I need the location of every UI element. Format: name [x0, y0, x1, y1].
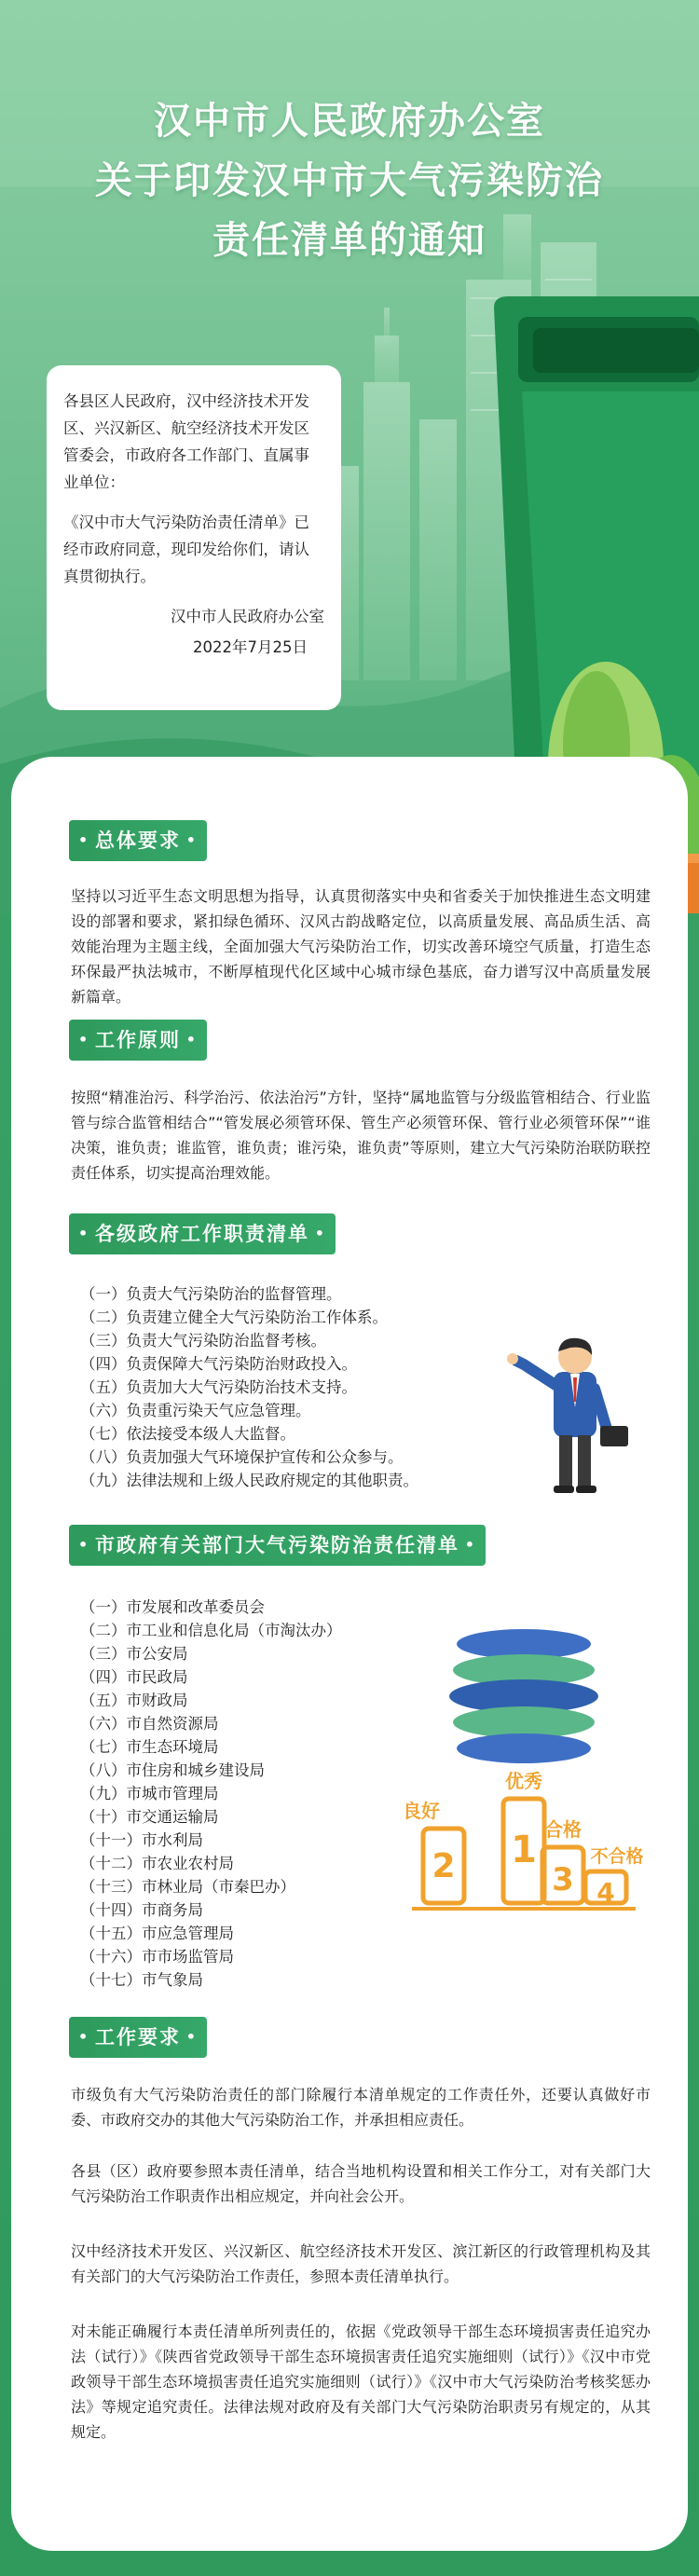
requirements-paragraph-1: 市级负有大气污染防治责任的部门除履行本清单规定的工作责任外，还要认真做好市委、市政府交办的其他大气污染防治工作，并承担相应责任。 — [71, 2086, 651, 2129]
section-heading-gov-duties: • 各级政府工作职责清单 • — [69, 1213, 336, 1254]
list-item: （八）负责加强大气环境保护宣传和公众参与。 — [80, 1448, 404, 1466]
list-item: （一）市发展和改革委员会 — [80, 1598, 265, 1616]
list-item: （十七）市气象局 — [80, 1971, 203, 1989]
list-item: （三）负责大气污染防治监督考核。 — [80, 1332, 326, 1350]
notice-issuer: 汉中市人民政府办公室 — [171, 608, 324, 625]
notice-card — [47, 365, 341, 710]
title-line-2: 关于印发汉中市大气污染防治 — [95, 159, 604, 202]
disc-stack-icon — [449, 1629, 598, 1763]
section-heading-principle: • 工作原则 • — [69, 1020, 207, 1061]
list-item: （三）市公安局 — [80, 1645, 188, 1663]
list-item: （四）市民政局 — [80, 1668, 188, 1686]
list-item: （六）市自然资源局 — [80, 1715, 219, 1733]
requirements-paragraph-3: 汉中经济技术开发区、兴汉新区、航空经济技术开发区、滨江新区的行政管理机构及其有关部门的大气污染防治工作责任，参照本责任清单执行。 — [71, 2242, 651, 2285]
list-item: （九）法律法规和上级人民政府规定的其他职责。 — [80, 1472, 418, 1489]
podium-number-3: 3 — [552, 1861, 574, 1898]
podium-illustration — [403, 1624, 645, 1931]
list-item: （二）市工业和信息化局（市淘汰办） — [80, 1622, 342, 1639]
list-item: （十一）市水利局 — [80, 1831, 203, 1849]
podium-label-2: 良好 — [403, 1800, 440, 1822]
podium-number-4: 4 — [596, 1877, 615, 1908]
list-item: （七）依法接受本级人大监督。 — [80, 1425, 295, 1443]
list-item: （十四）市商务局 — [80, 1901, 203, 1919]
list-item: （一）负责大气污染防治的监督管理。 — [80, 1285, 342, 1303]
podium-label-3: 合格 — [544, 1818, 582, 1841]
list-item: （五）市财政局 — [80, 1692, 188, 1709]
section-heading-departments: • 市政府有关部门大气污染防治责任清单 • — [69, 1525, 486, 1566]
list-item: （十六）市市场监管局 — [80, 1948, 234, 1966]
section-heading-requirements: • 工作要求 • — [69, 2017, 207, 2058]
list-item: （九）市城市管理局 — [80, 1785, 219, 1802]
list-item: （八）市住房和城乡建设局 — [80, 1761, 265, 1779]
list-item: （十二）市农业农村局 — [80, 1855, 234, 1872]
page-title — [0, 91, 699, 270]
content-sheet — [11, 757, 688, 2551]
list-item: （五）负责加大大气污染防治技术支持。 — [80, 1378, 357, 1396]
title-line-3: 责任清单的通知 — [212, 219, 487, 262]
requirements-paragraph-4: 对未能正确履行本责任清单所列责任的，依据《党政领导干部生态环境损害责任追究办法（试行）》《陕西省党政领导干部生态环境损害责任追究实施细则（试行）》《汉中市党政领导干部生态环境损害责任追究实施细则（试行）》《汉中市大气污染防治考核奖惩办法》等规定追究责任。法律法规对政府及有关部门大气污染防治职责另有规定的，从其规定。 — [71, 2323, 651, 2441]
notice-body: 《汉中市大气污染防治责任清单》已经市政府同意，现印发给你们，请认真贯彻执行。 — [63, 514, 309, 585]
notice-addressee: 各县区人民政府，汉中经济技术开发区、兴汉新区、航空经济技术开发区管委会，市政府各工作部门、直属事业单位： — [63, 392, 309, 491]
list-item: （十）市交通运输局 — [80, 1808, 219, 1826]
overall-text: 坚持以习近平生态文明思想为指导，认真贯彻落实中央和省委关于加快推进生态文明建设的部署和要求，紧扣绿色循环、汉风古韵战略定位，以高质量发展、高品质生活、高效能治理为主题主线，全面加强大气污染防治工作，切实改善环境空气质量，打造生态环保最严执法城市，不断厚植现代化区域中心城市绿色基底，奋力谱写汉中高质量发展新篇章。 — [71, 887, 651, 1006]
podium-label-4: 不合格 — [590, 1846, 644, 1867]
podium-number-2: 2 — [432, 1847, 456, 1885]
requirements-paragraph-2: 各县（区）政府要参照本责任清单，结合当地机构设置和相关工作分工，对有关部门大气污染防治工作职责作出相应规定，并向社会公开。 — [71, 2162, 651, 2205]
principle-text: 按照“精准治污、科学治污、依法治污”方针，坚持“属地监管与分级监管相结合、行业监管与综合监管相结合”“管发展必须管环保、管生产必须管环保、管行业必须管环保”“谁决策，谁负责；谁监管，谁负责；谁污染，谁负责”等原则，建立大气污染防治联防联控责任体系，切实提高治理效能。 — [71, 1089, 651, 1182]
gov-duties-list — [80, 1282, 472, 1492]
list-item: （二）负责建立健全大气污染防治工作体系。 — [80, 1309, 388, 1326]
footer-band — [0, 2551, 699, 2576]
podium-label-1: 优秀 — [505, 1770, 542, 1792]
notice-date: 2022年7月25日 — [193, 638, 308, 656]
list-item: （四）负责保障大气污染防治财政投入。 — [80, 1355, 357, 1373]
list-item: （六）负责重污染天气应急管理。 — [80, 1402, 311, 1419]
list-item: （十五）市应急管理局 — [80, 1925, 234, 1942]
list-item: （七）市生态环境局 — [80, 1738, 219, 1756]
section-heading-overall: • 总体要求 • — [69, 820, 207, 861]
title-line-1: 汉中市人民政府办公室 — [154, 100, 545, 143]
list-item: （十三）市林业局（市秦巴办） — [80, 1878, 295, 1896]
podium-number-1: 1 — [511, 1829, 537, 1871]
businessman-illustration — [496, 1333, 654, 1500]
